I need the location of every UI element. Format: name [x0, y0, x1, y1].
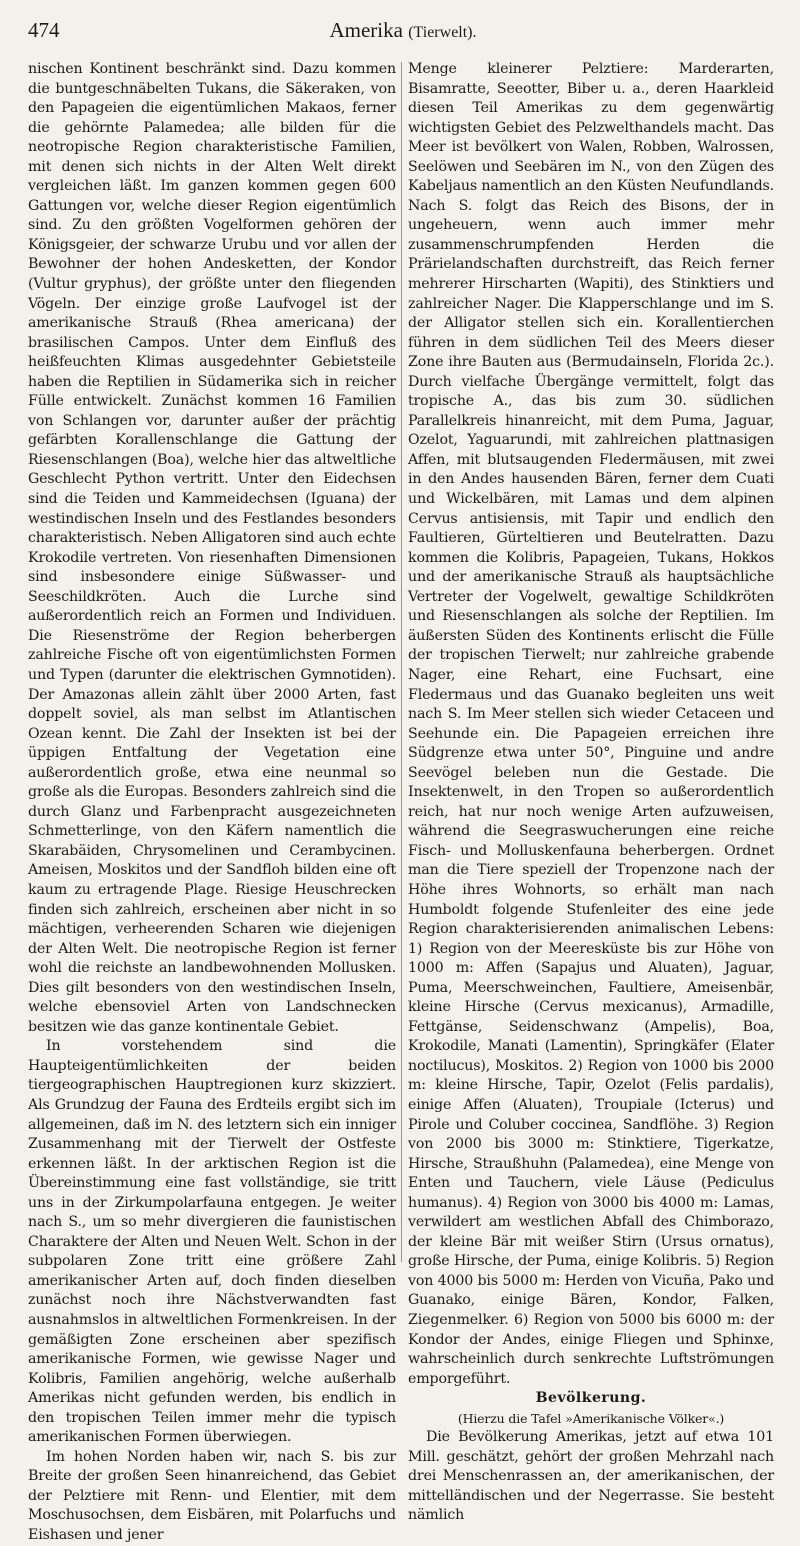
section-caption: (Hierzu die Tafel »Amerikanische Völker«.) — [457, 1410, 725, 1426]
running-head — [28, 18, 778, 43]
right-column — [408, 60, 774, 1524]
paragraph: nischen Kontinent beschränkt sind. Dazu kommen die buntgeschnäbelten Tukans, die Säkeraken, von den Papageien die eigentümlichen Makaos, ferner die gehörnte Palamedea; alle bilden für die neotropische Region charakteristische Familien, mit denen sich nichts in der Alten Welt direkt vergleichen läßt. Im ganzen kommen gegen 600 Gattungen vor, welche dieser Region eigentümlich sind. Zu den größten Vogelformen gehören der Königsgeier, der schwarze Urubu und vor allen der Bewohner der hohen Andesketten, der Kondor (Vultur gryphus), der größte unter den fliegenden Vögeln. Der einzige große Laufvogel ist der amerikanische Strauß (Rhea americana) der brasilischen Campos. Unter dem Einfluß des heißfeuchten Klimas ausgedehnter Gebietsteile haben die Reptilien in Südamerika sich in reicher Fülle entwickelt. Zunächst kommen 16 Familien von Schlangen vor, darunter außer der prächtig gefärbten Korallenschlange die Gattung der Riesenschlangen (Boa), welche hier das altweltliche Geschlecht Python vertritt. Unter den Eidechsen sind die Teiden und Kammeidechsen (Iguana) der westindischen Inseln und des Festlandes besonders charakteristisch. Neben Alligatoren sind auch echte Krokodile vertreten. Von riesenhaften Dimensionen sind insbesondere einige Süßwasser- und Seeschildkröten. Auch die Lurche sind außerordentlich reich an Formen und Individuen. Die Riesenströme der Region beherbergen zahlreiche Fische oft von eigentümlichsten Formen und Typen (darunter die elektrischen Gymnotiden). Der Amazonas allein zählt über 2000 Arten, fast doppelt soviel, als man selbst im Atlantischen Ozean kennt. Die Zahl der Insekten ist bei der üppigen Entfaltung der Vegetation eine außerordentlich große, etwa eine neunmal so große als die Europas. Besonders zahlreich sind die durch Glanz und Farbenpracht ausgezeichneten Schmetterlinge, von den Käfern namentlich die Skarabäiden, Chrysomelinen und Cerambycinen. Ameisen, Moskitos und der Sandfloh bilden eine oft kaum zu ertragende Plage. Riesige Heuschrecken finden sich zahlreich, erscheinen aber nicht in so mächtigen, verheerenden Scharen wie diejenigen der Alten Welt. Die neotropische Region ist ferner wohl die reichste an landbewohnenden Mollusken. Dies gilt besonders von den westindischen Inseln, welche ebensoviel Arten von Landschnecken besitzen wie das ganze kontinentale Gebiet. — [28, 61, 396, 1035]
paragraph: Menge kleinerer Pelztiere: Marderarten, Bisamratte, Seeotter, Biber u. a., deren Haarkleid diesen Teil Amerikas zu dem gegenwärtig wichtigsten Gebiet des Pelzwelthandels macht. Das Meer ist bevölkert von Walen, Robben, Walrossen, Seelöwen und Seebären im N., von den Zügen des Kabeljaus namentlich an den Küsten Neufundlands. Nach S. folgt das Reich des Bisons, der in ungeheuern, wenn auch immer mehr zusammenschrumpfenden Herden die Prärielandschaften durchstreift, das Reich ferner mehrerer Hirscharten (Wapiti), des Stinktiers und zahlreicher Nager. Die Klapperschlange und im S. der Alligator stellen sich ein. Korallentierchen führen in dem südlichen Teil des Meers dieser Zone ihre Bauten aus (Bermudainseln, Florida 2c.). Durch vielfache Übergänge vermittelt, folgt das tropische A., das bis zum 30. südlichen Parallelkreis hinanreicht, mit dem Puma, Jaguar, Ozelot, Yaguarundi, mit zahlreichen plattnasigen Affen, mit blutsaugenden Fledermäusen, mit zwei in den Andes hausenden Bären, ferner dem Cuati und Wickelbären, mit Lamas und dem alpinen Cervus antisiensis, mit Tapir und endlich den Faultieren, Gürteltieren und Beutelratten. Dazu kommen die Kolibris, Papageien, Tukans, Hokkos und der amerikanische Strauß als hauptsächliche Vertreter der Vogelwelt, gewaltige Schildkröten und Riesenschlangen als solche der Reptilien. Im äußersten Süden des Kontinents erlischt die Fülle der tropischen Tierwelt; nur zahlreiche grabende Nager, eine Rehart, eine Fuchsart, eine Fledermaus und das Guanako begleiten uns weit nach S. Im Meer stellen sich wieder Cetaceen und Seehunde ein. Die Papageien erreichen ihre Südgrenze etwa unter 50°, Pinguine und andre Seevögel beleben nun die Gestade. Die Insektenwelt, in den Tropen so außerordentlich reich, hat nur noch wenige Arten aufzuweisen, während die Seegraswucherungen eine reiche Fisch- und Molluskenfauna beherbergen. Ordnet man die Tiere speziell der Tropenzone nach der Höhe ihres Wohnorts, so erhält man nach Humboldt folgende Stufenleiter des eine jede Region charakterisierenden animalischen Lebens: 1) Region von der Meeresküste bis zur Höhe von 1000 m: Affen (Sapajus und Aluaten), Jaguar, Puma, Meerschweinchen, Faultiere, Ameisenbär, kleine Hirsche (Cervus mexicanus), Armadille, Fettgänse, Seidenschwanz (Ampelis), Boa, Krokodile, Manati (Lamentin), Springkäfer (Elater noctilucus), Moskitos. 2) Region von 1000 bis 2000 m: kleine Hirsche, Tapir, Ozelot (Felis pardalis), einige Affen (Aluaten), Troupiale (Icterus) und Pirole und Coluber coccinea, Sandflöhe. 3) Region von 2000 bis 3000 m: Stinktiere, Tigerkatze, Hirsche, Straußhuhn (Palamedea), eine Menge von Enten und Tauchern, viele Läuse (Pediculus humanus). 4) Region von 3000 bis 4000 m: Lamas, verwildert am westlichen Abfall des Chimborazo, der kleine Bär mit weißer Stirn (Ursus ornatus), große Hirsche, der Puma, einige Kolibris. 5) Region von 4000 bis 5000 m: Herden von Vicuña, Pako und Guanako, einige Bären, Kondor, Falken, Ziegenmelker. 6) Region von 5000 bis 6000 m: der Kondor der Andes, einige Fliegen und Sphinxe, wahrscheinlich durch senkrechte Luftströmungen emporgeführt. — [408, 61, 774, 1387]
running-head-subtitle: (Tierwelt). — [408, 24, 477, 41]
paragraph: In vorstehendem sind die Haupteigentümlichkeiten der beiden tiergeographischen Hauptregionen kurz skizziert. Als Grundzug der Fauna des Erdteils ergibt sich im allgemeinen, daß im N. des letztern sich ein inniger Zusammenhang mit der Tierwelt der Ostfeste erkennen läßt. In der arktischen Region ist die Übereinstimmung eine fast vollständige, sie tritt uns in der Zirkumpolarfauna entgegen. Je weiter nach S., um so mehr divergieren die faunistischen Charaktere der Alten und Neuen Welt. Schon in der subpolaren Zone tritt eine größere Zahl amerikanischer Arten auf, doch finden dieselben zunächst noch ihre Nächstverwandten fast ausnahmslos in altweltlichen Formenkreisen. In der gemäßigten Zone erscheinen aber spezifisch amerikanische Formen, wie gewisse Nager und Kolibris, Familien angehörig, welche außerhalb Amerikas nicht gefunden werden, bis endlich in den tropischen Teilen immer mehr die typisch amerikanischen Formen überwiegen. — [28, 1038, 396, 1446]
paragraph: Die Bevölkerung Amerikas, jetzt auf etwa 101 Mill. geschätzt, gehört der großen Mehrzahl nach drei Menschenrassen an, der amerikanischen, der mittelländischen und der Negerrasse. Sie besteht nämlich — [408, 1429, 774, 1524]
running-head-title: Amerika — [329, 18, 403, 42]
left-column — [28, 60, 396, 1544]
section-heading: Bevölkerung. — [535, 1390, 647, 1407]
column-divider — [401, 62, 402, 1262]
paragraph: Im hohen Norden haben wir, nach S. bis zur Breite der großen Seen hinanreichend, das Gebiet der Pelztiere mit Renn- und Elentier, mit dem Moschusochsen, dem Eisbären, mit Polarfuchs und Eishasen und jener — [28, 1448, 396, 1544]
page-number: 474 — [28, 18, 60, 42]
page-header — [28, 12, 778, 52]
